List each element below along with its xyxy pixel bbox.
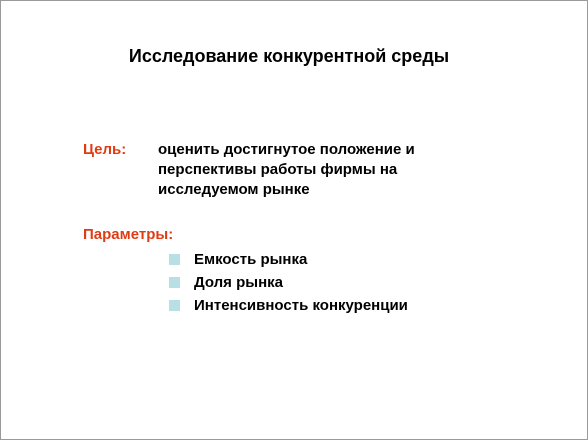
goal-text-line: исследуемом рынке <box>158 181 310 198</box>
list-item-label: Доля рынка <box>194 273 283 291</box>
goal-text-line: оценить достигнутое положение и <box>158 141 415 158</box>
list-item <box>169 294 408 317</box>
list-item <box>169 271 408 294</box>
square-bullet-icon <box>169 254 180 265</box>
parameters-label: Параметры: <box>83 226 174 243</box>
parameters-list <box>169 248 408 317</box>
goal-text-line: перспективы работы фирмы на <box>158 161 398 178</box>
goal-label: Цель: <box>83 141 127 158</box>
list-item <box>169 248 408 271</box>
square-bullet-icon <box>169 300 180 311</box>
square-bullet-icon <box>169 277 180 288</box>
slide-title: Исследование конкурентной среды <box>128 46 450 66</box>
goal-text <box>158 140 458 200</box>
list-item-label: Емкость рынка <box>194 250 308 268</box>
list-item-label: Интенсивность конкуренции <box>194 296 408 314</box>
